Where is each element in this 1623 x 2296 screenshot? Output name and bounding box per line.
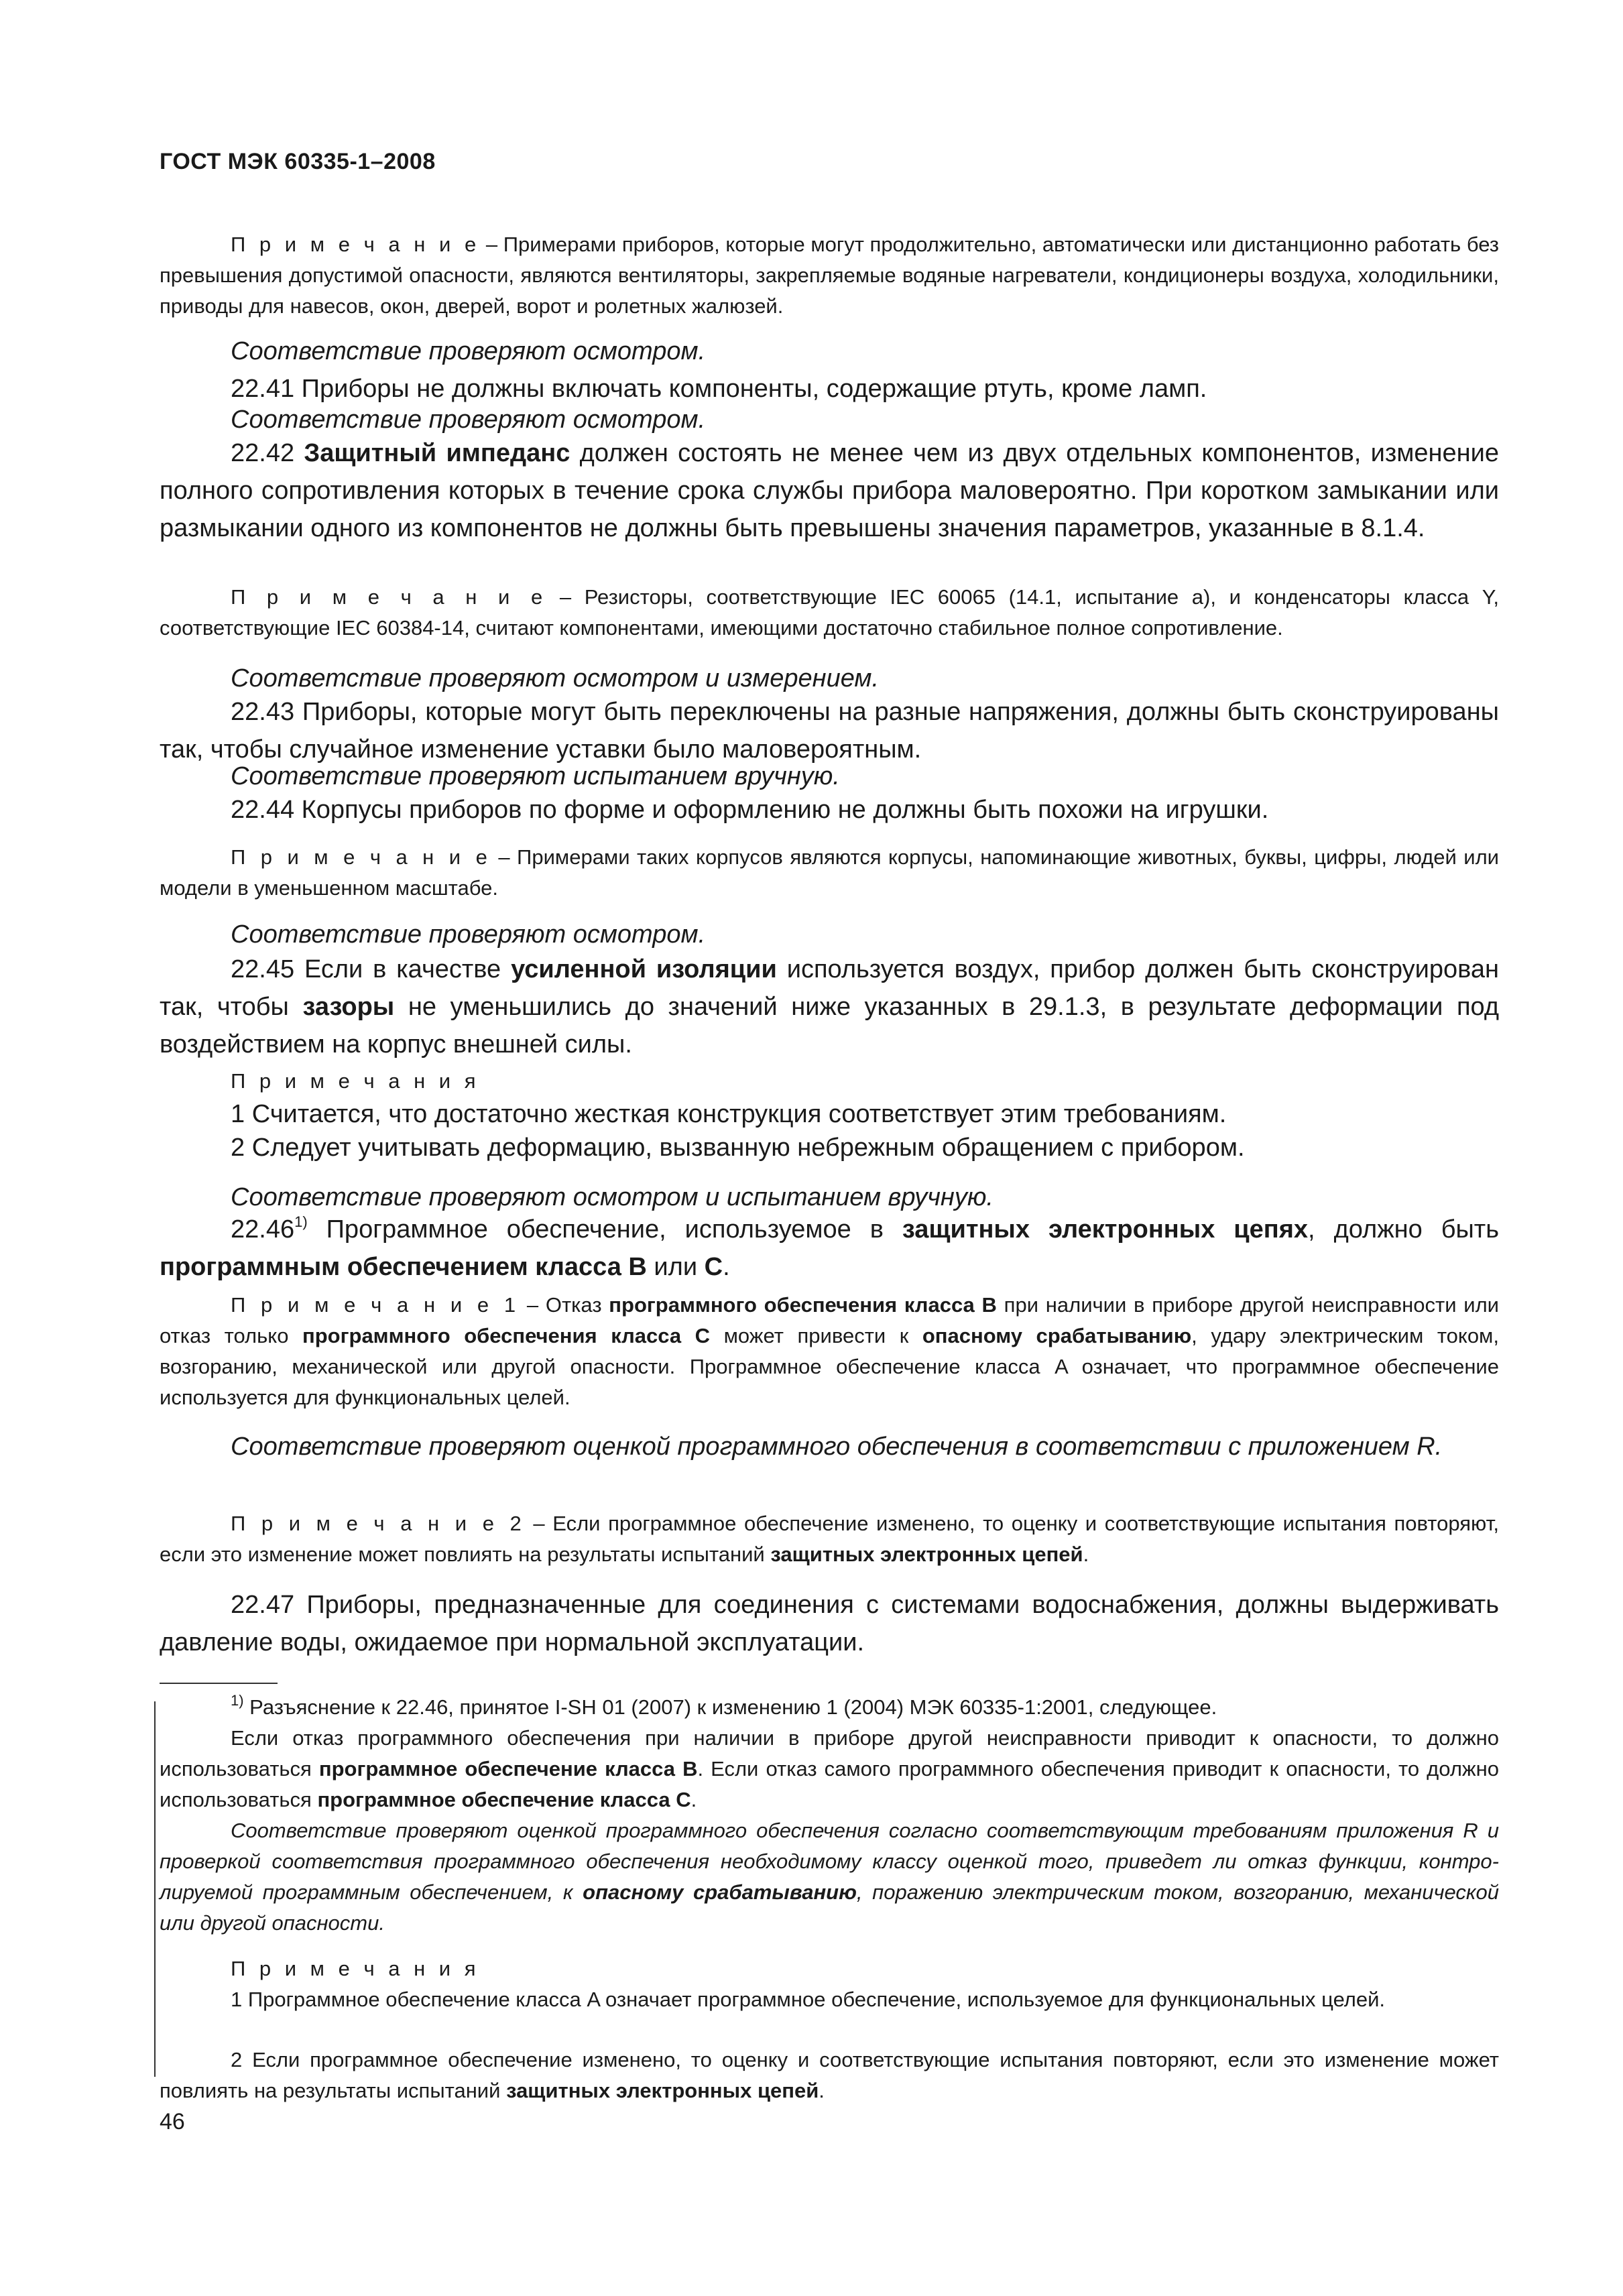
note-4: П р и м е ч а н и е 1 – Отказ программного обеспечения класса B при наличии в приборе другой неисправности или отказ только программного обеспечения класса C может привести к опасному срабатыванию, удару электрическим током, возгоранию, механической или другой опасности. Программное обеспечение класса A означает, что программное обеспечение используется для функциональных целей. (160, 1293, 1499, 1409)
clause-22-43: 22.43 Приборы, которые могут быть переключены на разные напряжения, должны быть сконструированы так, чтобы случайное изменение уставки было маловероятным. (160, 698, 1499, 764)
clause-22-46: 22.46$^{1)}$ Программное обеспечение, используемое в защитных электронных цепях, должно быть программным обеспечением класса B или C. (160, 1213, 1499, 1281)
page-header: ГОСТ МЭК 60335-1–2008 (160, 149, 436, 174)
footnote-note-1: 1 Программное обеспечение класса A означает программное обеспечение, используемое для функциональных целей. (231, 1988, 1386, 2011)
note-label: П р и м е ч а н и е 1 (231, 1293, 520, 1317)
note-label: П р и м е ч а н и е (231, 585, 547, 609)
compliance-4: Соответствие проверяют испытанием вручную. (231, 762, 840, 790)
note-label: П р и м е ч а н и е 2 (231, 1512, 526, 1535)
note-label: П р и м е ч а н и е (231, 845, 491, 869)
footnote-para-1: Если отказ программного обеспечения при наличии в приборе другой неисправности приводит к опасности, то должно использоваться программное обеспечение класса B. Если отказ самого программного обеспечения приводит к опасности, то должно использоваться программное обеспечение класса C. (160, 1726, 1499, 1811)
footnote-note-2: 2 Если программное обеспечение изменено, то оценку и соответствующие испытания повторяют, если это изменение может повлиять на результаты испытаний защитных электронных цепей. (160, 2048, 1499, 2102)
clause-22-41: 22.41 Приборы не должны включать компоненты, содержащие ртуть, кроме ламп. (231, 375, 1207, 403)
clause-22-42: 22.42 Защитный импеданс должен состоять не менее чем из двух отдельных компонентов, изменение полного сопротивления которых в течение срока службы прибора маловероятно. При коротком замыкании или размыкании одного из компонентов не должны быть превышены значения параметров, указанные в 8.1.4. (160, 439, 1500, 542)
compliance-1: Соответствие проверяют осмотром. (231, 337, 706, 365)
clause-22-47: 22.47 Приборы, предназначенные для соединения с системами водоснабжения, должны выдерживать давление воды, ожидаемое при нормальной эксплуатации. (160, 1591, 1499, 1656)
clause-22-44: 22.44 Корпусы приборов по форме и оформлению не должны быть похожи на игрушки. (231, 796, 1269, 824)
compliance-2: Соответствие проверяют осмотром. (231, 406, 706, 434)
notes-item-1: 1 Считается, что достаточно жесткая конструкция соответствует этим требованиям. (231, 1100, 1227, 1128)
note-3: П р и м е ч а н и е – Примерами таких корпусов являются корпусы, напоминающие животных, буквы, цифры, людей или модели в уменьшенном масштабе. (160, 845, 1499, 900)
note-1: П р и м е ч а н и е – Примерами приборов, которые могут продолжительно, автоматически или дистанционно работать без превышения допустимой опасности, являются вентиляторы, закрепляемые водяные нагреватели, кондиционеры воздуха, холодильники, приводы для навесов, окон, дверей, ворот и ролетных жалюзей. (160, 233, 1499, 318)
footnote-intro: $^{1)}$ Разъяснение к 22.46, принятое I-SH 01 (2007) к изменению 1 (2004) МЭК 60335-1:2001, следующее. (231, 1691, 1217, 1719)
change-bar (154, 1701, 156, 2077)
compliance-7: Соответствие проверяют оценкой программного обеспечения в соответствии с приложением R. (231, 1433, 1443, 1461)
footnote-divider (160, 1683, 278, 1684)
footnote-mark: 1) (231, 1691, 244, 1709)
footnote-notes-label: П р и м е ч а н и я (231, 1957, 480, 1980)
note-2: П р и м е ч а н и е – Резисторы, соответствующие IEC 60065 (14.1, испытание а), и конденсаторы класса Y, соответствующие IEC 60384-14, считают компонентами, имеющими достаточно стабильное полное сопротивление. (160, 585, 1500, 640)
compliance-3: Соответствие проверяют осмотром и измерением. (231, 664, 880, 692)
footnote-ref: 1) (294, 1213, 308, 1231)
footnote-para-2: Соответствие проверяют оценкой программного обеспечения согласно соответствующим требованиям приложения R и проверкой соответствия программного обеспечения необходимому классу оценкой того, приведет ли отказ функции, контро-лируемой программным обеспечением, к опасному срабатыванию, поражению электрическим током, возгоранию, механической или другой опасности. (160, 1819, 1500, 1935)
notes-label: П р и м е ч а н и я (231, 1069, 480, 1093)
note-label: П р и м е ч а н и е (231, 233, 481, 256)
compliance-5: Соответствие проверяют осмотром. (231, 920, 706, 949)
page-number: 46 (160, 2109, 185, 2134)
notes-item-2: 2 Следует учитывать деформацию, вызванную небрежным обращением с прибором. (231, 1134, 1245, 1162)
compliance-6: Соответствие проверяют осмотром и испытанием вручную. (231, 1183, 994, 1211)
clause-22-45: 22.45 Если в качестве усиленной изоляции используется воздух, прибор должен быть сконструирован так, чтобы зазоры не уменьшились до значений ниже указанных в 29.1.3, в результате деформации под воздействием на корпус внешней силы. (160, 955, 1500, 1059)
note-5: П р и м е ч а н и е 2 – Если программное обеспечение изменено, то оценку и соответствующие испытания повторяют, если это изменение может повлиять на результаты испытаний защитных электронных цепей. (160, 1512, 1499, 1566)
